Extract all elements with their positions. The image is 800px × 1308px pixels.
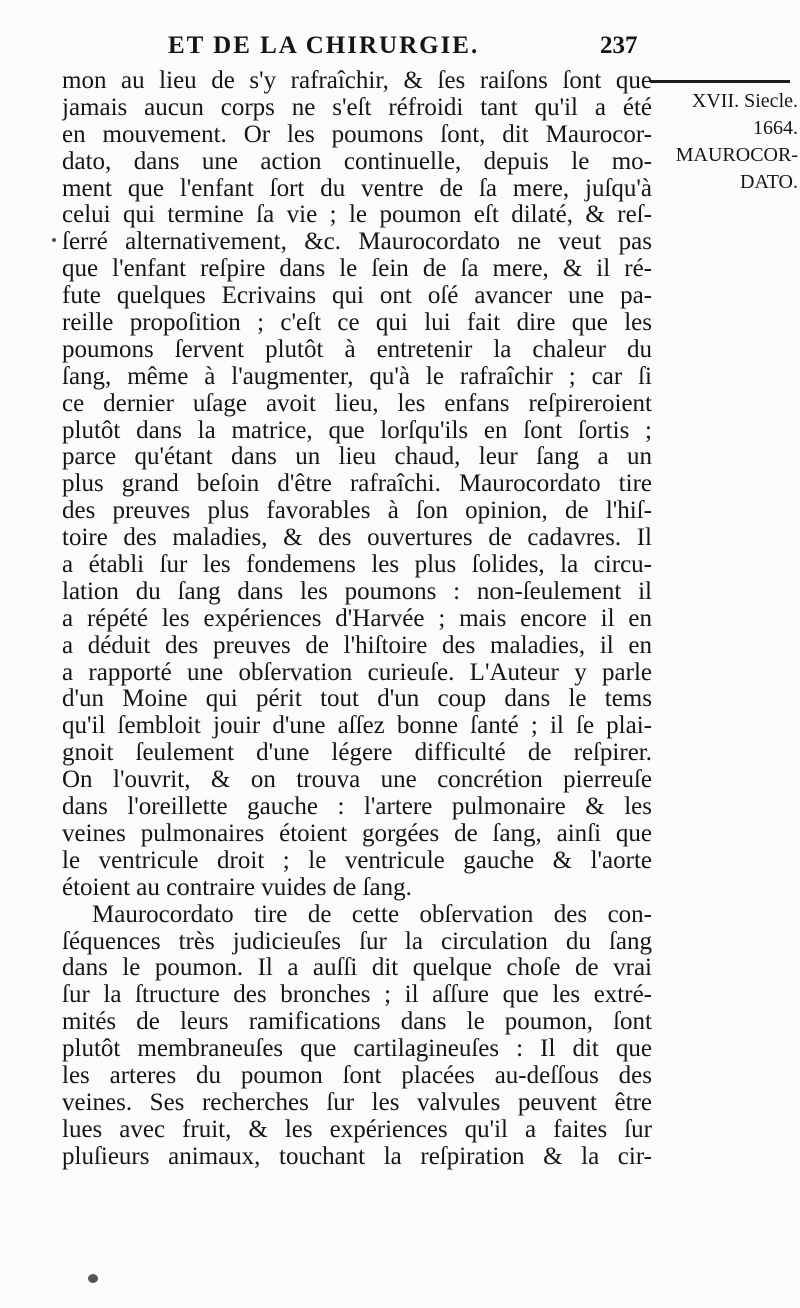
- text-line: pluſieurs animaux, touchant la reſpiration & la cir-: [62, 1143, 652, 1170]
- text-line: ce dernier uſage avoit lieu, les enfans reſpireroient: [62, 390, 652, 417]
- body-text: [62, 68, 652, 1171]
- text-line: ſang, même à l'augmenter, qu'à le rafraîchir ; car ſi: [62, 363, 652, 390]
- text-line: étoient au contraire vuides de ſang.: [62, 874, 412, 901]
- text-line: Maurocordato tire de cette obſervation des con-: [92, 901, 652, 928]
- text-line: On l'ouvrit, & on trouva une concrétion pierreuſe: [62, 767, 652, 794]
- text-line: en mouvement. Or les poumons ſont, dit Maurocor-: [62, 121, 652, 148]
- text-line: jamais aucun corps ne s'eſt réfroidi tant qu'il a été: [62, 94, 652, 121]
- text-line: veines. Ses recherches ſur les valvules peuvent être: [62, 1089, 652, 1116]
- margin-rule: [650, 80, 790, 83]
- text-line: des preuves plus favorables à ſon opinion, de l'hiſ-: [62, 498, 652, 525]
- text-line: dans le poumon. Il a auſſi dit quelque choſe de vrai: [62, 955, 652, 982]
- text-line: a établi ſur les fondemens les plus ſolides, la circu-: [62, 552, 652, 579]
- text-line: ſerré alternativement, &c. Maurocordato ne veut pas: [62, 229, 652, 256]
- text-line: ſéquences très judicieuſes ſur la circulation du ſang: [62, 928, 652, 955]
- text-line: mités de leurs ramifications dans le poumon, ſont: [62, 1009, 652, 1036]
- text-line: gnoit ſeulement d'une légere difficulté de reſpirer.: [62, 740, 652, 767]
- text-line: mon au lieu de s'y rafraîchir, & ſes raiſons ſont que: [62, 68, 652, 94]
- text-line: toire des maladies, & des ouvertures de cadavres. Il: [62, 525, 652, 552]
- text-line: lues avec fruit, & les expériences qu'il a faites ſur: [62, 1116, 652, 1143]
- page-number: 237: [600, 32, 638, 59]
- running-title: ET DE LA CHIRURGIE.: [168, 32, 480, 59]
- text-line: celui qui termine ſa vie ; le poumon eſt dilaté, & reſ-: [62, 202, 652, 229]
- text-line: a rapporté une obſervation curieuſe. L'Auteur y parle: [62, 659, 652, 686]
- text-line: parce qu'étant dans un lieu chaud, leur ſang a un: [62, 444, 652, 471]
- text-line: veines pulmonaires étoient gorgées de ſang, ainſi que: [62, 820, 652, 847]
- text-line: plutôt dans la matrice, que lorſqu'ils en ſont ſortis ;: [62, 417, 652, 444]
- margin-note-year: 1664.: [753, 116, 798, 139]
- text-line: dans l'oreillette gauche : l'artere pulmonaire & les: [62, 794, 652, 821]
- page-header: [60, 28, 660, 68]
- text-line: reille propoſition ; c'eſt ce qui lui fait dire que les: [62, 310, 652, 337]
- margin-note-name-end: DATO.: [740, 170, 798, 193]
- margin-notes: [658, 88, 798, 196]
- text-line: d'un Moine qui périt tout d'un coup dans le tems: [62, 686, 652, 713]
- text-line: plutôt membraneuſes que cartilagineuſes : Il dit que: [62, 1036, 652, 1063]
- text-line: a déduit des preuves de l'hiſtoire des maladies, il en: [62, 632, 652, 659]
- margin-note-name: MAUROCOR-: [675, 143, 798, 166]
- ink-speck: [88, 1274, 98, 1283]
- text-line: poumons ſervent plutôt à entretenir la chaleur du: [62, 336, 652, 363]
- text-line: qu'il ſembloit jouir d'une aſſez bonne ſanté ; il ſe plai-: [62, 713, 652, 740]
- text-line: a répété les expériences d'Harvée ; mais encore il en: [62, 605, 652, 632]
- text-line: lation du ſang dans les poumons : non-ſeulement il: [62, 578, 652, 605]
- text-line: fute quelques Ecrivains qui ont oſé avancer une pa-: [62, 283, 652, 310]
- text-line: dato, dans une action continuelle, depuis le mo-: [62, 148, 652, 175]
- margin-note-century: XVII. Siecle.: [691, 90, 798, 112]
- text-line: le ventricule droit ; le ventricule gauche & l'aorte: [62, 847, 652, 874]
- ink-speck: [52, 238, 56, 242]
- text-line: les arteres du poumon ſont placées au-deſſous des: [62, 1062, 652, 1089]
- text-line: que l'enfant reſpire dans le ſein de ſa mere, & il ré-: [62, 256, 652, 283]
- text-line: ment que l'enfant ſort du ventre de ſa mere, juſqu'à: [62, 175, 652, 202]
- text-line: ſur la ſtructure des bronches ; il aſſure que les extré-: [62, 982, 652, 1009]
- text-line: plus grand beſoin d'être rafraîchi. Maurocordato tire: [62, 471, 652, 498]
